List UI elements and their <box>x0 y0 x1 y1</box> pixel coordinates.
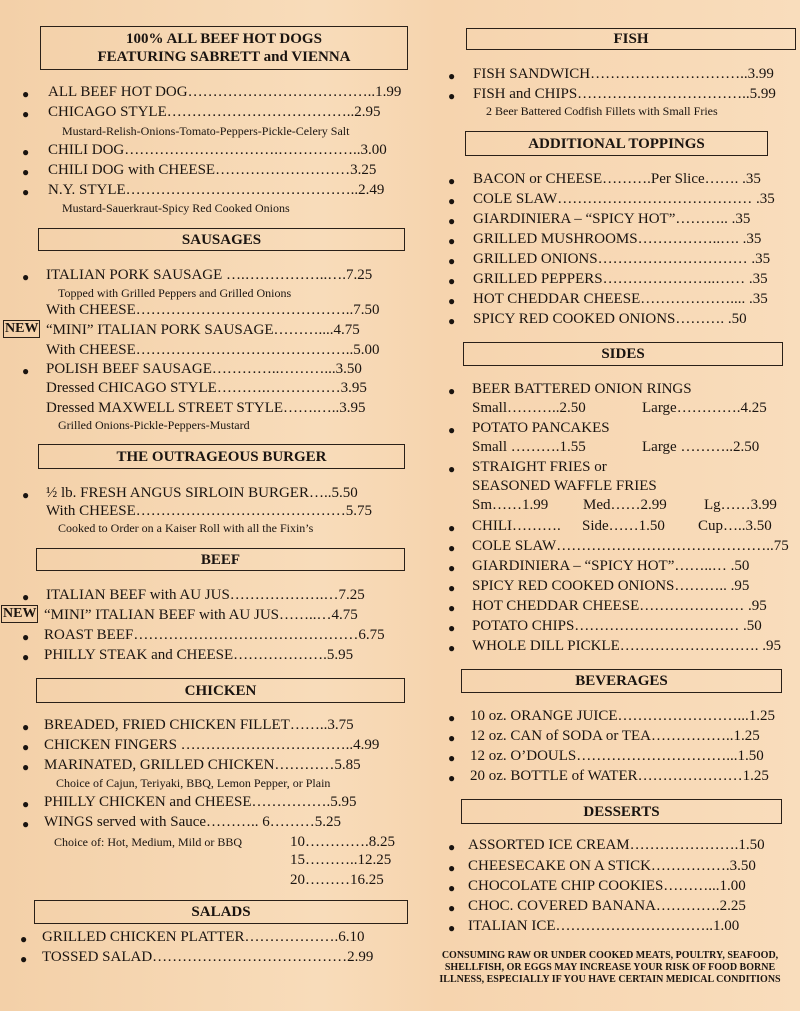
wings-price-10: 10………….8.25 <box>290 834 395 850</box>
menu-item: PHILLY CHICKEN and CHEESE…………….5.95 <box>44 794 357 810</box>
warning-line: CONSUMING RAW OR UNDER COOKED MEATS, POULTRY, SEAFOOD, <box>441 950 779 961</box>
item-note: Mustard-Sauerkraut-Spicy Red Cooked Onions <box>62 201 290 215</box>
menu-item: Dressed MAXWELL STREET STYLE…….…..3.95 <box>46 400 366 416</box>
menu-item: “MINI” ITALIAN BEEF with AU JUS……..…4.75 <box>44 607 358 623</box>
menu-item: CHEESECAKE ON A STICK…………….3.50 <box>468 858 756 874</box>
bullet: ● <box>448 840 456 854</box>
bullet: ● <box>20 952 28 966</box>
bullet: ● <box>448 751 456 765</box>
menu-item: SPICY RED COOKED ONIONS………. .50 <box>473 311 747 327</box>
bullet: ● <box>22 488 30 502</box>
new-badge: NEW <box>3 606 37 621</box>
menu-item: 20 oz. BOTTLE of WATER…………………1.25 <box>470 768 769 784</box>
price-small: Small………..2.50 <box>472 400 586 416</box>
item-note: Grilled Onions-Pickle-Peppers-Mustard <box>58 418 250 432</box>
menu-item: ½ lb. FRESH ANGUS SIRLOIN BURGER…..5.50 <box>46 485 358 501</box>
bullet: ● <box>448 423 456 437</box>
bullet: ● <box>448 881 456 895</box>
item-note: Cooked to Order on a Kaiser Roll with all the Fixin’s <box>58 521 314 535</box>
menu-item: CHICAGO STYLE………………………………..2.95 <box>48 104 381 120</box>
sausages-title: SAUSAGES <box>181 231 262 248</box>
bullet: ● <box>22 145 30 159</box>
bullet: ● <box>22 270 30 284</box>
price-side: Side……1.50 <box>582 518 665 534</box>
bullet: ● <box>448 89 456 103</box>
price-large: Large………….4.25 <box>642 400 767 416</box>
item-note: Choice of: Hot, Medium, Mild or BBQ <box>54 835 242 849</box>
menu-item: With CHEESE……………………………………..5.00 <box>46 342 380 358</box>
bullet: ● <box>448 711 456 725</box>
chicken-title: CHICKEN <box>184 682 257 699</box>
item-note: Mustard-Relish-Onions-Tomato-Peppers-Pickle-Celery Salt <box>62 124 350 138</box>
toppings-header <box>465 131 768 156</box>
menu-item: GRILLED PEPPERS…………………..…… .35 <box>473 271 768 287</box>
sides-header <box>463 342 783 366</box>
menu-item: CHOCOLATE CHIP COOKIES………...1.00 <box>468 878 746 894</box>
item-note: Choice of Cajun, Teriyaki, BBQ, Lemon Pepper, or Plain <box>56 776 331 790</box>
hotdogs-header <box>40 26 408 70</box>
bullet: ● <box>448 314 456 328</box>
menu-item: With CHEESE……………………………………..7.50 <box>46 302 380 318</box>
menu-item: 10 oz. ORANGE JUICE……………………...1.25 <box>470 708 775 724</box>
menu-item: GRILLED CHICKEN PLATTER……………….6.10 <box>42 929 365 945</box>
beef-header <box>36 548 405 571</box>
menu-item: Dressed CHICAGO STYLE……….……………3.95 <box>46 380 367 396</box>
bullet: ● <box>22 364 30 378</box>
bullet: ● <box>22 760 30 774</box>
menu-item: BACON or CHEESE……….Per Slice……. .35 <box>473 171 761 187</box>
bullet: ● <box>22 185 30 199</box>
menu-item: ROAST BEEF………………………………………6.75 <box>44 627 385 643</box>
bullet: ● <box>448 194 456 208</box>
bullet: ● <box>448 174 456 188</box>
bullet: ● <box>448 581 456 595</box>
menu-item: ITALIAN BEEF with AU JUS……………….…7.25 <box>46 587 365 603</box>
price-small: Sm……1.99 <box>472 497 549 513</box>
desserts-header <box>461 799 782 824</box>
bullet: ● <box>448 561 456 575</box>
menu-item: POLISH BEEF SAUSAGE…………..………...3.50 <box>46 361 362 377</box>
menu-item: CHICKEN FINGERS ……………………………..4.99 <box>44 737 380 753</box>
bullet: ● <box>22 630 30 644</box>
warning-line: ILLNESS, ESPECIALLY IF YOU HAVE CERTAIN MEDICAL CONDITIONS <box>439 974 781 985</box>
beverages-header <box>461 669 782 693</box>
menu-item: HOT CHEDDAR CHEESE………………… .95 <box>472 598 767 614</box>
menu-item: CHILI………. <box>472 518 561 534</box>
bullet: ● <box>448 621 456 635</box>
menu-item: ASSORTED ICE CREAM………………….1.50 <box>468 837 765 853</box>
fish-header <box>466 28 796 50</box>
beverages-title: BEVERAGES <box>575 673 668 689</box>
menu-item: HOT CHEDDAR CHEESE……………….... .35 <box>473 291 768 307</box>
bullet: ● <box>448 254 456 268</box>
fish-title: FISH <box>613 31 649 47</box>
burger-header <box>38 444 405 469</box>
menu-item: FISH and CHIPS……………………………..5.99 <box>473 86 776 102</box>
menu-item: STRAIGHT FRIES or <box>472 459 607 475</box>
bullet: ● <box>448 901 456 915</box>
bullet: ● <box>448 274 456 288</box>
bullet: ● <box>448 384 456 398</box>
beef-title: BEEF <box>200 551 241 568</box>
menu-item: COLE SLAW……………………………………..75 <box>472 538 789 554</box>
burger-title: THE OUTRAGEOUS BURGER <box>116 448 327 465</box>
hotdogs-title-line2: FEATURING SABRETT and VIENNA <box>97 49 351 65</box>
bullet: ● <box>448 601 456 615</box>
menu-item: CHILI DOG………………………….……………..3.00 <box>48 142 387 158</box>
menu-item: CHILI DOG with CHEESE………………………3.25 <box>48 162 377 178</box>
bullet: ● <box>448 462 456 476</box>
bullet: ● <box>448 69 456 83</box>
menu-item: GRILLED ONIONS………………………… .35 <box>473 251 771 267</box>
menu-item: POTATO PANCAKES <box>472 420 610 436</box>
price-medium: Med……2.99 <box>583 497 667 513</box>
price-large: Large ………..2.50 <box>642 439 760 455</box>
sides-title: SIDES <box>601 346 645 362</box>
menu-item: CHOC. COVERED BANANA………….2.25 <box>468 898 746 914</box>
bullet: ● <box>22 817 30 831</box>
bullet: ● <box>22 720 30 734</box>
bullet: ● <box>448 731 456 745</box>
item-note: Topped with Grilled Peppers and Grilled Onions <box>58 286 292 300</box>
menu-item: ITALIAN ICE…………………………..1.00 <box>468 918 740 934</box>
sausages-header <box>38 228 405 251</box>
bullet: ● <box>22 650 30 664</box>
menu-item: SEASONED WAFFLE FRIES <box>472 478 657 494</box>
menu-item: GIARDINIERA – “SPICY HOT”……..… .50 <box>472 558 750 574</box>
salads-header <box>34 900 408 924</box>
bullet: ● <box>448 921 456 935</box>
menu-item: POTATO CHIPS…………………………… .50 <box>472 618 762 634</box>
bullet: ● <box>448 541 456 555</box>
bullet: ● <box>448 294 456 308</box>
toppings-title: ADDITIONAL TOPPINGS <box>528 135 705 152</box>
menu-item: ITALIAN PORK SAUSAGE ….……………..….7.25 <box>46 267 373 283</box>
bullet: ● <box>22 107 30 121</box>
bullet: ● <box>22 740 30 754</box>
bullet: ● <box>448 234 456 248</box>
bullet: ● <box>448 214 456 228</box>
price-cup: Cup…..3.50 <box>698 518 772 534</box>
menu-item: BREADED, FRIED CHICKEN FILLET……..3.75 <box>44 717 354 733</box>
menu-item: 12 oz. CAN of SODA or TEA……………..1.25 <box>470 728 760 744</box>
menu-item: WHOLE DILL PICKLE………………………. .95 <box>472 638 781 654</box>
desserts-title: DESSERTS <box>583 803 660 820</box>
price-large: Lg……3.99 <box>704 497 777 513</box>
new-badge: NEW <box>5 321 39 336</box>
menu-item: ALL BEEF HOT DOG………………………………..1.99 <box>48 84 402 100</box>
item-note: 2 Beer Battered Codfish Fillets with Small Fries <box>486 104 718 118</box>
menu-item: “MINI” ITALIAN PORK SAUSAGE………....4.75 <box>46 322 360 338</box>
bullet: ● <box>22 590 30 604</box>
salads-title: SALADS <box>191 904 251 920</box>
bullet: ● <box>20 932 28 946</box>
hotdogs-title-line1: 100% ALL BEEF HOT DOGS <box>126 31 322 47</box>
food-safety-warning <box>422 950 798 986</box>
bullet: ● <box>448 641 456 655</box>
menu-item: WINGS served with Sauce……….. 6………5.25 <box>44 814 342 830</box>
wings-price-15: 15………..12.25 <box>290 852 392 868</box>
menu-item: MARINATED, GRILLED CHICKEN…………5.85 <box>44 757 361 773</box>
menu-item: PHILLY STEAK and CHEESE……………….5.95 <box>44 647 354 663</box>
chicken-header <box>36 678 405 703</box>
menu-item: GIARDINIERA – “SPICY HOT”……….. .35 <box>473 211 751 227</box>
warning-line: SHELLFISH, OR EGGS MAY INCREASE YOUR RISK OF FOOD BORNE <box>444 962 776 973</box>
menu-item: N.Y. STYLE………………………………………..2.49 <box>48 182 385 198</box>
bullet: ● <box>448 771 456 785</box>
bullet: ● <box>22 797 30 811</box>
bullet: ● <box>448 861 456 875</box>
bullet: ● <box>448 521 456 535</box>
menu-item: With CHEESE……………………………………5.75 <box>46 503 373 519</box>
menu-item: FISH SANDWICH…………………………..3.99 <box>473 66 774 82</box>
menu-item: TOSSED SALAD…………………………………2.99 <box>42 949 374 965</box>
price-small: Small ……….1.55 <box>472 439 586 455</box>
menu-item: SPICY RED COOKED ONIONS……….. .95 <box>472 578 750 594</box>
menu-item: 12 oz. O’DOULS…………………………...1.50 <box>470 748 764 764</box>
bullet: ● <box>22 87 30 101</box>
menu-item: GRILLED MUSHROOMS……………..…. .35 <box>473 231 762 247</box>
menu-item: BEER BATTERED ONION RINGS <box>472 381 692 397</box>
menu-item: COLE SLAW………………………………… .35 <box>473 191 775 207</box>
bullet: ● <box>22 165 30 179</box>
wings-price-20: 20………16.25 <box>290 872 384 888</box>
